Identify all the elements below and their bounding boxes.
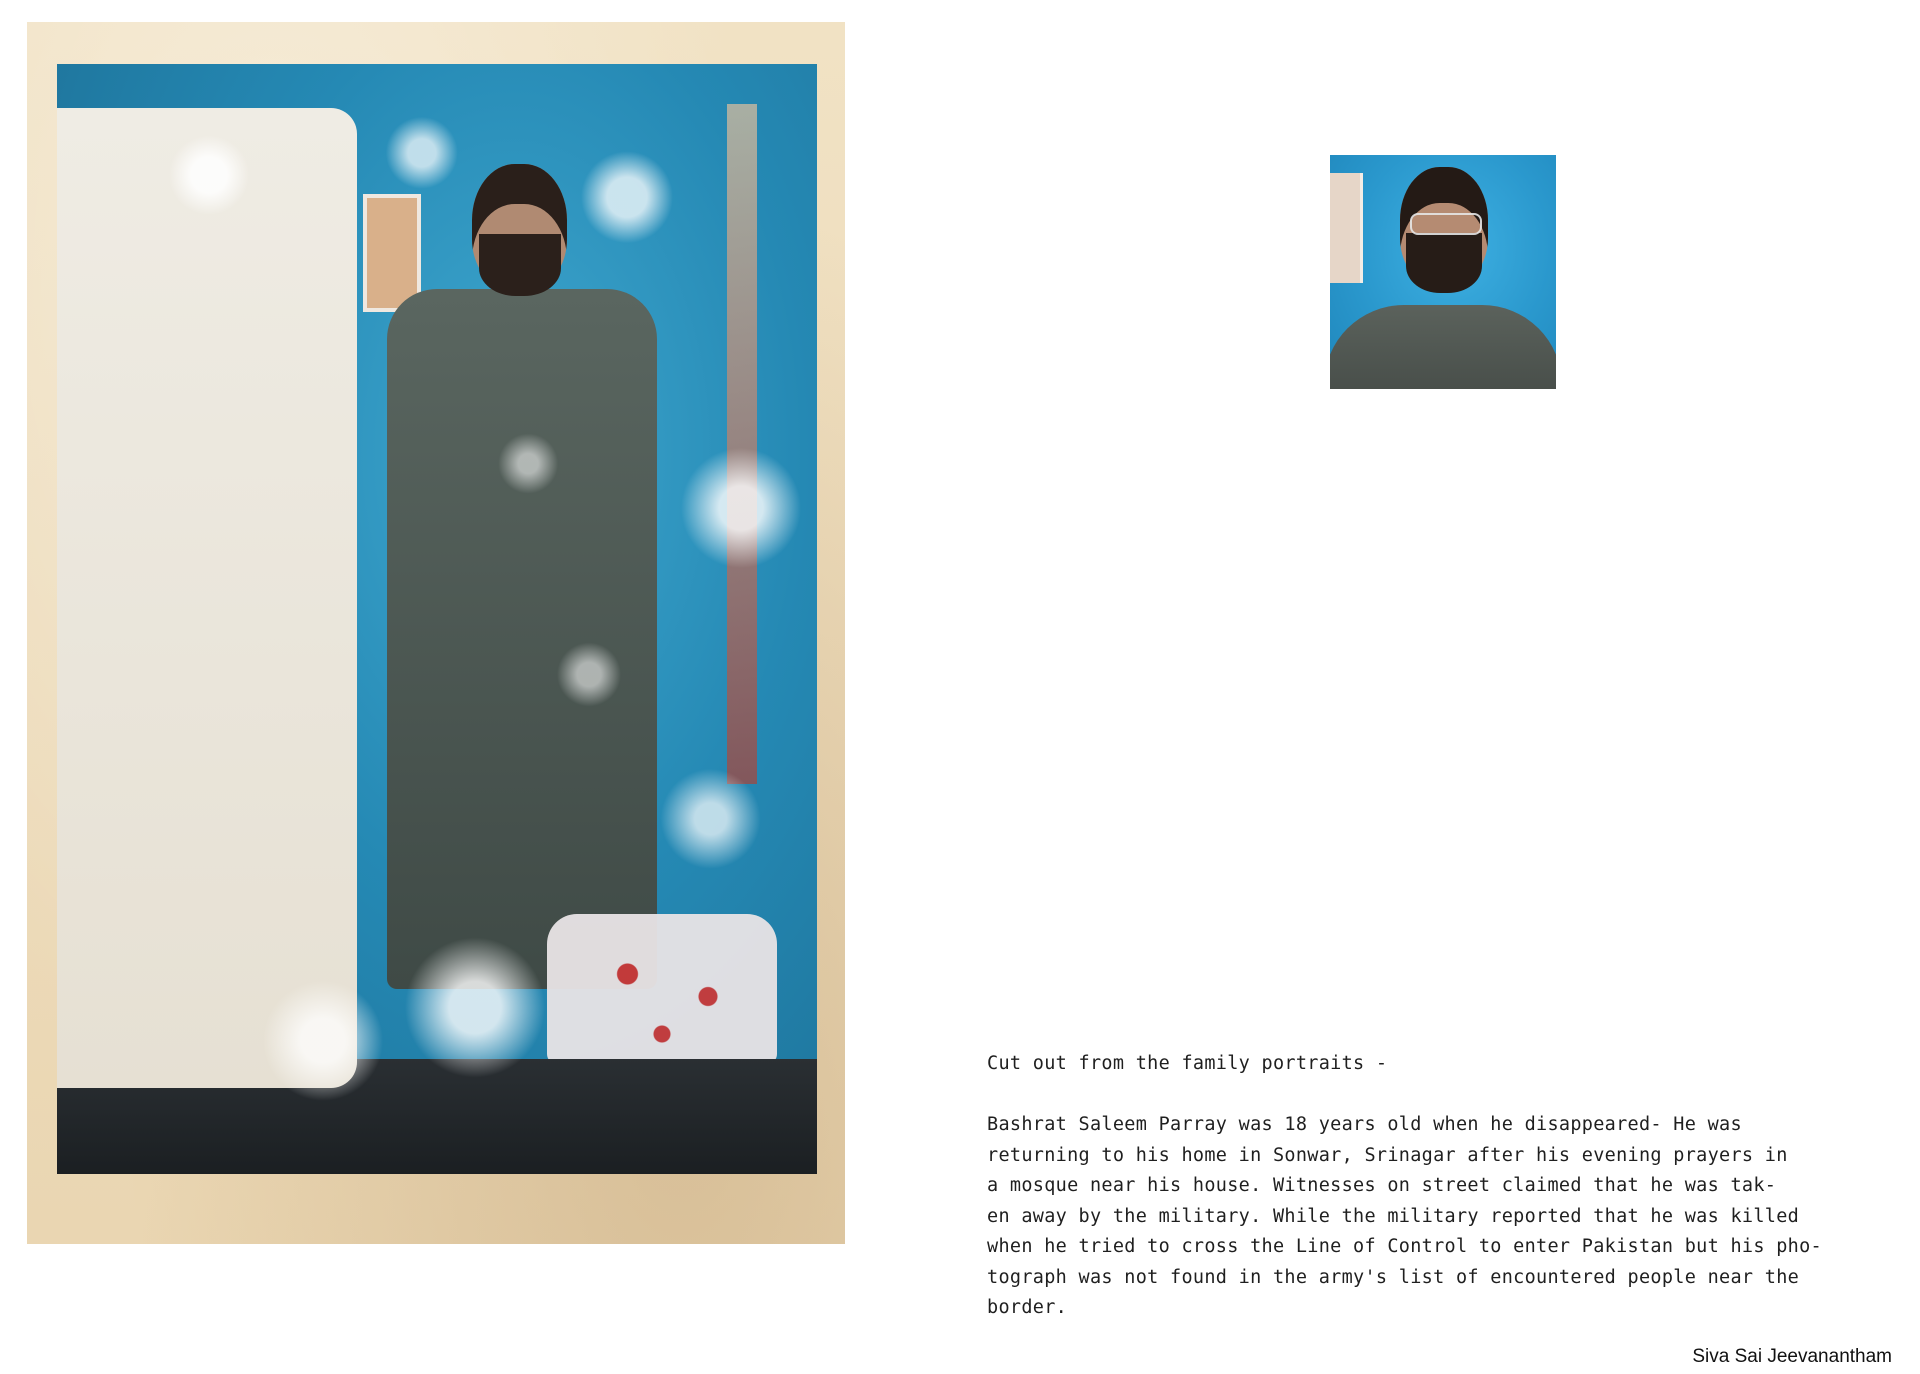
caption-body [987,1110,1867,1324]
caption-title: Cut out from the family portraits - [987,1053,1388,1074]
caption-line: Bashrat Saleem Parray was 18 years old when he disappeared- He was [987,1114,1742,1135]
caption-line: when he tried to cross the Line of Control to enter Pakistan but his pho- [987,1236,1822,1257]
photo-print [57,64,817,1174]
figure-beard [479,234,561,296]
caption-line: border. [987,1297,1068,1318]
family-portrait-photo [27,22,845,1244]
cut-out-thumbnail [1330,155,1556,389]
thumbnail-shoulders [1330,305,1556,389]
caption-line: a mosque near his house. Witnesses on street claimed that he was tak- [987,1175,1777,1196]
thumbnail-beard [1406,233,1482,293]
patterned-cushion [547,914,777,1064]
caption-line: tograph was not found in the army's list of encountered people near the [987,1266,1800,1288]
caption-line: en away by the military. While the military reported that he was killed [987,1205,1800,1227]
wall-frame-strip [727,104,757,784]
figure-robe [387,289,657,989]
thumbnail-wall-frame [1330,173,1363,283]
thumbnail-glasses [1410,213,1482,235]
caption-block [987,1049,1867,1324]
cut-out-region [57,108,357,1088]
caption-line: returning to his home in Sonwar, Srinagar after his evening prayers in [987,1144,1788,1166]
photographer-credit: Siva Sai Jeevanantham [1692,1346,1892,1367]
